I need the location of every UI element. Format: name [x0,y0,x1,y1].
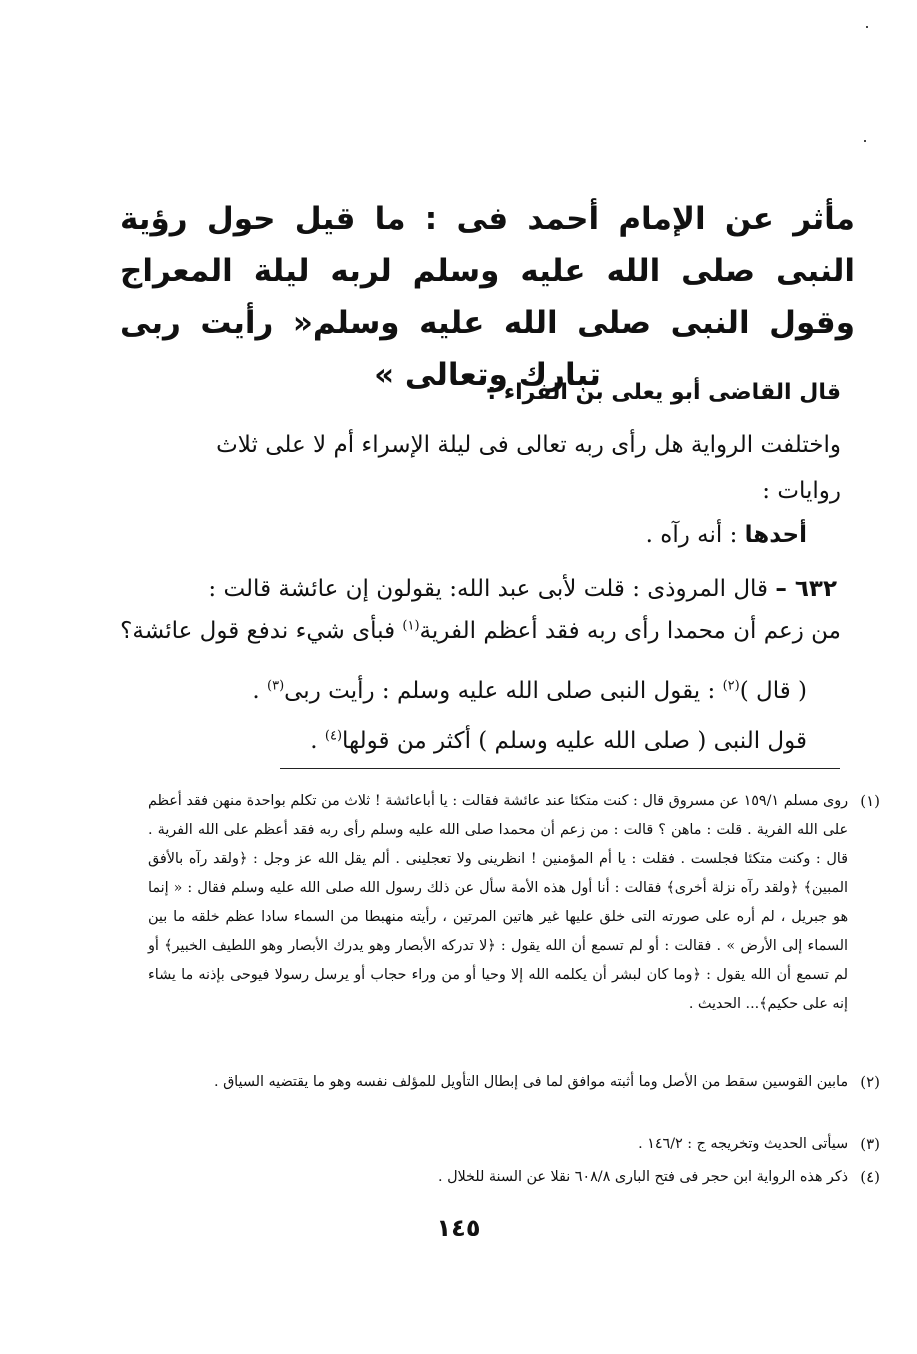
footnote-ref: (٤) [324,728,343,744]
narration-text: فبأى شيء ندفع قول عائشة؟ [120,618,403,644]
first-narration-line [646,522,807,548]
footnote-number: (١) [860,792,880,810]
quote-text: : يقول النبى صلى الله عليه وسلم : رأيت ربى [284,678,723,704]
footnote-2 [148,1068,880,1097]
narration-632-line2 [120,618,841,644]
footnote-number: (٢) [860,1073,880,1091]
narration-text: من زعم أن محمدا رأى ربه فقد أعظم الفرية [419,618,841,644]
scan-speck [866,26,868,28]
narration-text: قال المروذى : قلت لأبى عبد الله: يقولون إن عائشة قالت : [208,576,776,602]
narration-number: ٦٣٢ – [775,576,837,602]
reply-line [310,728,807,754]
quote-text: . [252,678,267,704]
footnote-ref: (٢) [722,678,740,694]
footnote-number: (٣) [860,1135,880,1153]
intro-line: قال القاضى أبو يعلى بن الفراء : [487,380,841,405]
quote-line [252,678,807,704]
page-number: ١٤٥ [436,1214,481,1242]
footnote-text: روى مسلم ١٥٩/١ عن مسروق قال : كنت متكئا عند عائشة فقالت : يا أباعائشة ! ثلاث من تكلم بواحدة منهن فقد أعظم على الله الفرية . قلت : ماهن ؟ قالت : من زعم أن محمدا صلى الله عليه وسلم رأى ربه فقد أعظم على الله الفرية . قال : وكنت متكئا فجلست . فقلت : يا أم المؤمنين ! انظرينى ولا تعجلينى . ألم يقل الله عز وجل : ﴿ولقد رآه بالأفق المبين﴾ ﴿ولقد رآه نزلة أخرى﴾ فقالت : أنا أول هذه الأمة سأل عن ذلك رسول الله صلى الله عليه وسلم فقال : « إنما هو جبريل ، لم أره على صورته التى خلق عليها غير هاتين المرتين ، رأيته منهبطا من السماء سادا عظم خلقه ما بين السماء إلى الأرض » . فقالت : أو لم تسمع أن الله يقول : ﴿لا تدركه الأبصار وهو يدرك الأبصار وهو اللطيف الخبير﴾ أو لم تسمع أن الله يقول : ﴿وما كان لبشر أن يكلمه الله إلا وحيا أو من وراء حجاب أو يرسل رسولا فيوحى بإذنه ما يشاء إنه على حكيم﴾... الحديث . [148,793,849,1012]
paragraph-line: روايات : [762,478,841,504]
footnote-4 [148,1163,880,1192]
reply-text: قول النبى ( صلى الله عليه وسلم ) أكثر من قولها [342,728,807,754]
footnote-1 [148,787,880,1019]
scan-speck [864,140,866,142]
quote-text: ( قال ) [739,678,807,704]
footnote-ref: (١) [402,618,420,634]
footnote-number: (٤) [860,1168,880,1186]
first-text: : أنه رآه . [645,522,745,548]
paragraph-line: واختلفت الرواية هل رأى ربه تعالى فى ليلة الإسراء أم لا على ثلاث [216,432,841,458]
first-label: أحدها [744,522,807,548]
reply-text: . [310,728,325,754]
narration-632-line1 [208,576,837,602]
footnote-3 [148,1130,880,1159]
footnote-separator [280,768,840,769]
chapter-heading: مأثر عن الإمام أحمد فى : ما قيل حول رؤية النبى صلى الله عليه وسلم لربه ليلة المعراج وقول النبى صلى الله عليه وسلم« رأيت ربى تبارك وتعالى » [120,201,855,393]
footnote-text: سيأتى الحديث وتخريجه ج : ١٤٦/٢ . [638,1136,848,1152]
footnote-text: مابين القوسين سقط من الأصل وما أثبته موافق لما فى إبطال التأويل للمؤلف نفسه وهو ما يقتضيه السياق . [214,1074,848,1090]
footnote-ref: (٣) [267,678,285,694]
footnote-text: ذكر هذه الرواية ابن حجر فى فتح البارى ٦٠٨/٨ نقلا عن السنة للخلال . [438,1169,848,1185]
